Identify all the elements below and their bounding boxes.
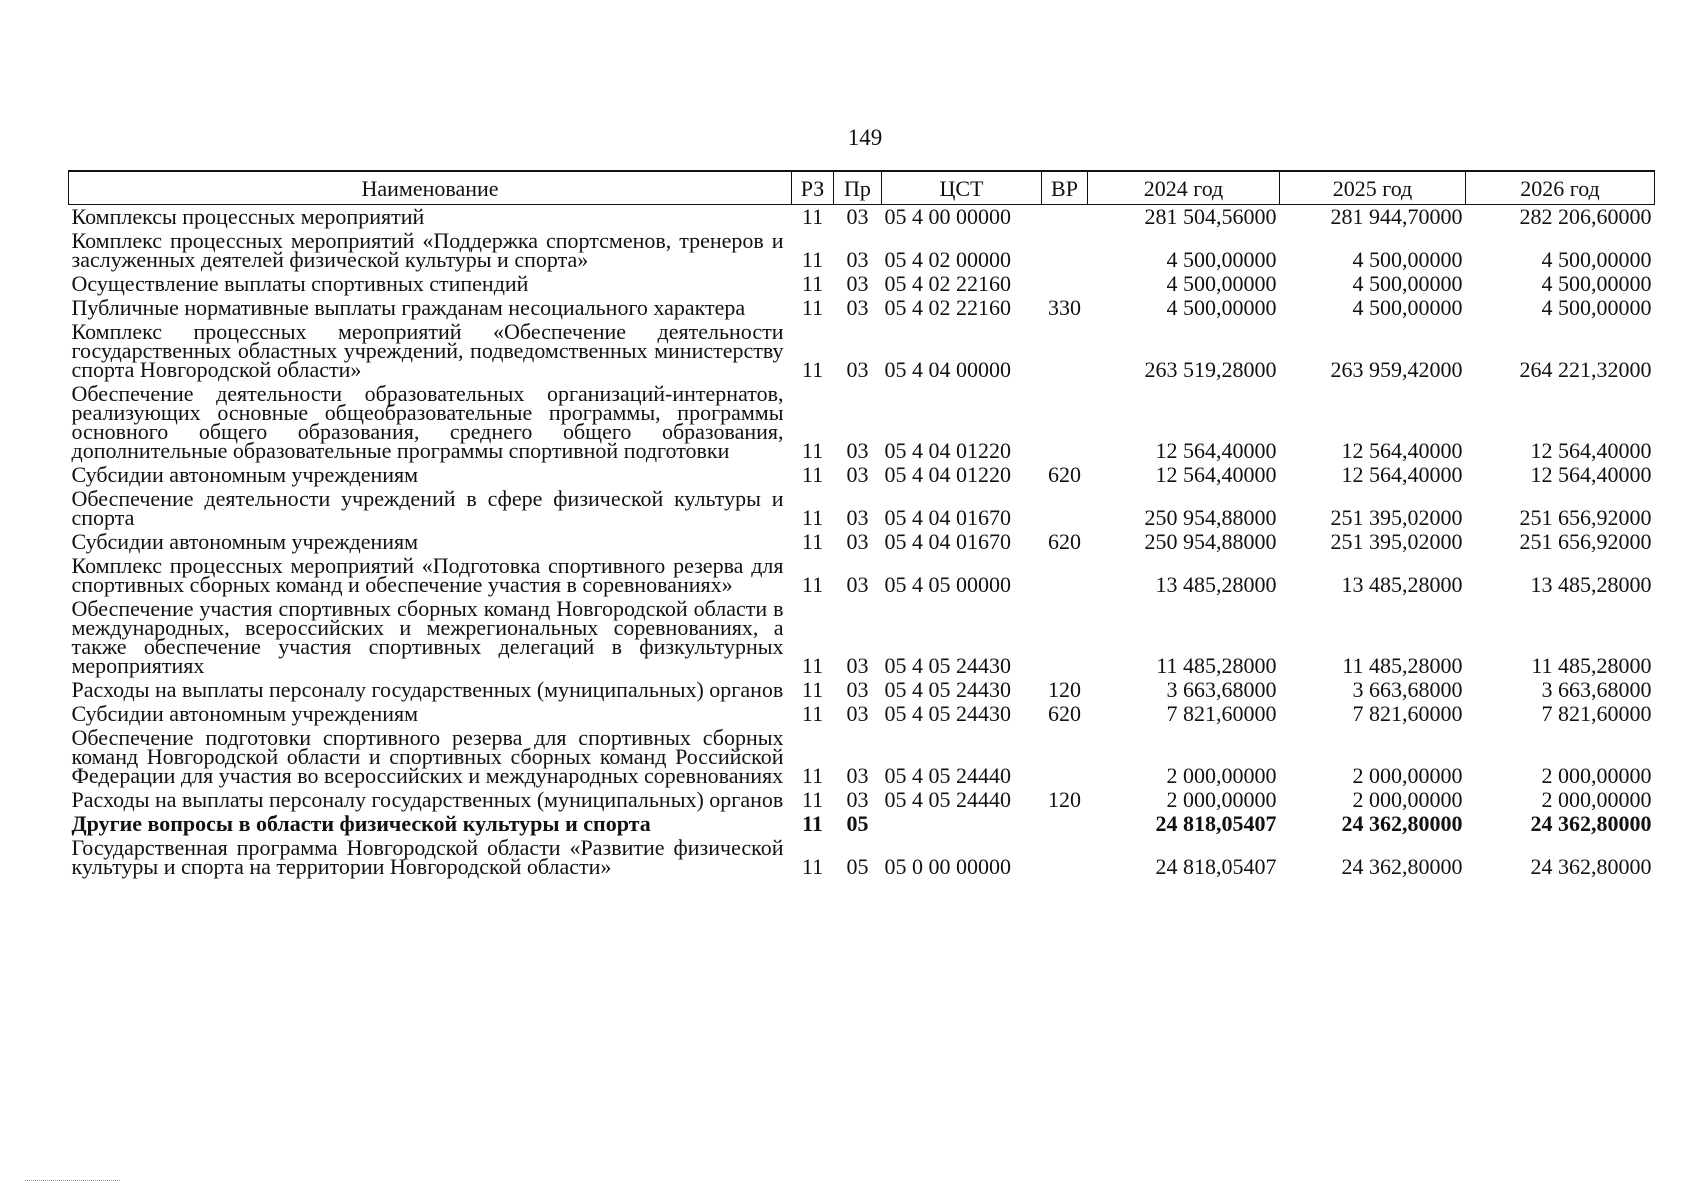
cell-2024: 11 485,28000 [1156,653,1277,678]
cell-name: Комплексы процессных мероприятий [71,204,425,229]
cell-vr [1042,205,1088,230]
cell-vr: 620 [1048,529,1081,554]
cell-rz: 11 [801,271,824,296]
cell-2026: 4 500,00000 [1541,295,1652,320]
cell-2025: 263 959,42000 [1330,357,1463,382]
header-cst: ЦСТ [882,171,1042,205]
cell-2025: 24 362,80000 [1341,854,1463,879]
cell-name: Субсидии автономным учреждениям [71,701,419,726]
header-name: Наименование [69,171,792,205]
cell-2024: 250 954,88000 [1144,505,1277,530]
cell-rz: 11 [801,357,824,382]
cell-pr: 03 [846,271,869,296]
cell-cst: 05 4 04 01670 [884,505,1011,530]
cell-rz: 11 [801,653,824,678]
header-vr: ВР [1042,171,1088,205]
cell-cst: 05 4 00 00000 [884,204,1011,229]
cell-name: Обеспечение деятельности учреждений в сфере физической культуры и спорта [71,486,784,530]
cell-name: Обеспечение подготовки спортивного резерва для спортивных сборных команд Новгородской области и спортивных сборных команд Российской Федерации для участия во всероссийских и международных соревнованиях [71,725,784,788]
cell-2024: 2 000,00000 [1166,787,1277,812]
cell-pr: 03 [846,462,869,487]
cell-pr: 03 [846,438,869,463]
cell-2026: 11 485,28000 [1531,653,1652,678]
header-2026: 2026 год [1466,171,1655,205]
cell-2025: 281 944,70000 [1330,204,1463,229]
cell-name: Публичные нормативные выплаты гражданам несоциального характера [71,295,746,320]
cell-2026: 4 500,00000 [1541,247,1652,272]
cell-vr [1042,272,1088,296]
cell-2024: 4 500,00000 [1166,295,1277,320]
cell-2026: 4 500,00000 [1541,271,1652,296]
cell-rz: 11 [802,811,823,836]
cell-2026: 12 564,40000 [1530,438,1652,463]
cell-cst: 05 4 04 01220 [884,438,1011,463]
cell-vr: 120 [1048,677,1081,702]
cell-vr: 620 [1048,462,1081,487]
cell-2024: 3 663,68000 [1166,677,1277,702]
cell-pr: 03 [846,529,869,554]
cell-pr: 03 [846,701,869,726]
cell-2025: 13 485,28000 [1341,572,1463,597]
table-row [69,487,1655,530]
cell-vr [1042,229,1088,272]
cell-cst: 05 4 05 24430 [884,653,1011,678]
cell-2024: 2 000,00000 [1166,763,1277,788]
footer-rule [25,1180,120,1181]
cell-2026: 251 656,92000 [1519,505,1652,530]
cell-vr [1042,597,1088,678]
cell-2026: 264 221,32000 [1519,357,1652,382]
table-body [69,205,1655,880]
table-header [69,171,1655,205]
cell-pr: 03 [846,295,869,320]
table-row [69,554,1655,597]
cell-2024: 24 818,05407 [1155,811,1277,836]
cell-rz: 11 [801,854,824,879]
cell-name: Расходы на выплаты персоналу государственных (муниципальных) органов [71,787,784,812]
cell-rz: 11 [801,247,824,272]
cell-2025: 3 663,68000 [1352,677,1463,702]
cell-2025: 24 362,80000 [1341,811,1463,836]
cell-vr: 620 [1048,701,1081,726]
cell-2025: 7 821,60000 [1352,701,1463,726]
cell-cst: 05 4 02 22160 [884,271,1011,296]
header-pr: Пр [834,171,882,205]
cell-name: Расходы на выплаты персоналу государственных (муниципальных) органов [71,677,784,702]
header-row [69,171,1655,205]
cell-name: Субсидии автономным учреждениям [71,462,419,487]
cell-2026: 2 000,00000 [1541,787,1652,812]
cell-2025: 4 500,00000 [1352,295,1463,320]
cell-pr: 03 [846,247,869,272]
cell-cst: 05 4 05 24440 [884,787,1011,812]
cell-name: Субсидии автономным учреждениям [71,529,419,554]
table-row [69,463,1655,487]
cell-2026: 282 206,60000 [1519,204,1652,229]
cell-rz: 11 [801,204,824,229]
cell-2026: 13 485,28000 [1530,572,1652,597]
cell-rz: 11 [801,529,824,554]
cell-pr: 05 [846,854,869,879]
cell-2024: 7 821,60000 [1166,701,1277,726]
cell-cst: 05 4 04 01670 [884,529,1011,554]
header-2024: 2024 год [1088,171,1280,205]
cell-2026: 7 821,60000 [1541,701,1652,726]
cell-cst: 05 4 05 24430 [884,701,1011,726]
cell-name: Обеспечение деятельности образовательных организаций-интернатов, реализующих основные общеобразовательные программы, программы основного общего образования, среднего общего образования, дополнительные образовательные программы спортивной подготовки [71,381,784,463]
cell-rz: 11 [801,438,824,463]
cell-cst: 05 0 00 00000 [884,854,1011,879]
table-row [69,788,1655,812]
cell-cst: 05 4 05 24430 [884,677,1011,702]
cell-cst: 05 4 02 00000 [884,247,1011,272]
cell-2024: 4 500,00000 [1166,247,1277,272]
cell-rz: 11 [801,462,824,487]
cell-pr: 05 [846,811,869,836]
cell-cst [882,812,1042,836]
table-row [69,836,1655,879]
cell-cst: 05 4 02 22160 [884,295,1011,320]
cell-name: Комплекс процессных мероприятий «Поддержка спортсменов, тренеров и заслуженных деятелей физической культуры и спорта» [71,228,784,272]
cell-2024: 4 500,00000 [1166,271,1277,296]
table-row [69,205,1655,230]
cell-cst: 05 4 05 00000 [884,572,1011,597]
cell-name: Осуществление выплаты спортивных стипендий [71,271,529,296]
header-rz: РЗ [792,171,834,205]
cell-vr: 120 [1048,787,1081,812]
page-number: 149 [847,125,883,150]
cell-name: Комплекс процессных мероприятий «Подготовка спортивного резерва для спортивных сборных команд и обеспечение участия в соревнованиях» [71,553,784,597]
table-row [69,812,1655,836]
cell-rz: 11 [801,763,824,788]
table-row [69,702,1655,726]
cell-2025: 2 000,00000 [1352,763,1463,788]
cell-pr: 03 [846,357,869,382]
cell-vr [1042,726,1088,788]
cell-pr: 03 [846,572,869,597]
cell-pr: 03 [846,653,869,678]
cell-2025: 4 500,00000 [1352,271,1463,296]
cell-2024: 281 504,56000 [1144,204,1277,229]
cell-vr: 330 [1048,295,1081,320]
cell-2026: 251 656,92000 [1519,529,1652,554]
cell-vr [1042,487,1088,530]
cell-rz: 11 [801,677,824,702]
cell-vr [1042,554,1088,597]
table-row [69,678,1655,702]
cell-2026: 3 663,68000 [1541,677,1652,702]
cell-2024: 24 818,05407 [1155,854,1277,879]
cell-2026: 24 362,80000 [1530,854,1652,879]
cell-pr: 03 [846,787,869,812]
cell-rz: 11 [801,295,824,320]
cell-2026: 12 564,40000 [1530,462,1652,487]
cell-pr: 03 [846,505,869,530]
cell-rz: 11 [801,572,824,597]
cell-pr: 03 [846,677,869,702]
budget-table [68,170,1655,879]
table-row [69,272,1655,296]
cell-name: Другие вопросы в области физической культуры и спорта [71,811,651,836]
cell-name: Комплекс процессных мероприятий «Обеспечение деятельности государственных областных учреждений, подведомственных министерству спорта Новгородской области» [71,319,784,382]
cell-vr [1042,836,1088,879]
cell-cst: 05 4 04 00000 [884,357,1011,382]
table-row [69,597,1655,678]
table-row [69,530,1655,554]
cell-2025: 12 564,40000 [1341,462,1463,487]
cell-2026: 24 362,80000 [1530,811,1652,836]
cell-rz: 11 [801,787,824,812]
cell-2024: 13 485,28000 [1155,572,1277,597]
cell-2025: 2 000,00000 [1352,787,1463,812]
cell-2024: 250 954,88000 [1144,529,1277,554]
cell-2024: 12 564,40000 [1155,462,1277,487]
cell-pr: 03 [846,763,869,788]
cell-rz: 11 [801,505,824,530]
cell-2025: 251 395,02000 [1330,505,1463,530]
table-row [69,229,1655,272]
cell-vr [1042,382,1088,463]
header-2025: 2025 год [1280,171,1466,205]
cell-2024: 12 564,40000 [1155,438,1277,463]
cell-2025: 251 395,02000 [1330,529,1463,554]
table-row [69,726,1655,788]
cell-cst: 05 4 04 01220 [884,462,1011,487]
cell-name: Обеспечение участия спортивных сборных команд Новгородской области в международных, всероссийских и межрегиональных соревнованиях, а также обеспечение участия спортивных делегаций в физкультурных мероприятиях [71,596,784,678]
table-row [69,320,1655,382]
cell-2026: 2 000,00000 [1541,763,1652,788]
cell-rz: 11 [801,701,824,726]
cell-vr [1042,320,1088,382]
cell-cst: 05 4 05 24440 [884,763,1011,788]
cell-vr [1042,812,1088,836]
cell-pr: 03 [846,204,869,229]
cell-2025: 11 485,28000 [1342,653,1463,678]
cell-2024: 263 519,28000 [1144,357,1277,382]
cell-name: Государственная программа Новгородской области «Развитие физической культуры и спорта на территории Новгородской области» [71,835,784,879]
cell-2025: 4 500,00000 [1352,247,1463,272]
table-row [69,382,1655,463]
table-row [69,296,1655,320]
cell-2025: 12 564,40000 [1341,438,1463,463]
